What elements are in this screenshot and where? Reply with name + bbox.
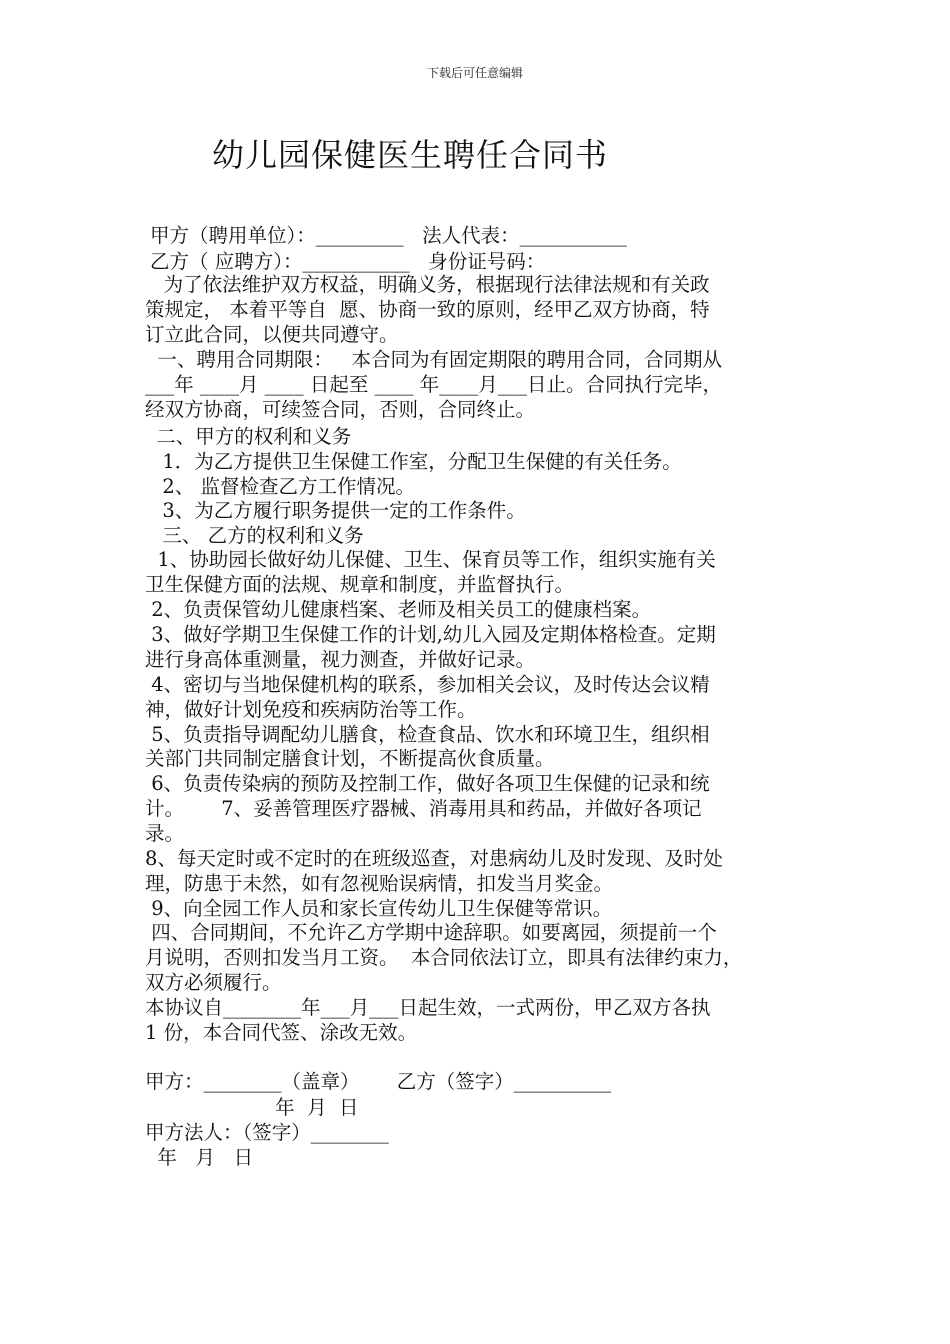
text-line: 乙方（ 应聘方）：___________ 身份证号码：: [150, 250, 546, 273]
text-line: 经双方协商，可续签合同，否则，合同终止。: [145, 398, 536, 421]
text-line: 3、为乙方履行职务提供一定的工作条件。: [150, 499, 526, 522]
text-line: 1、协助园长做好幼儿保健、卫生、保育员等工作，组织实施有关: [145, 548, 716, 571]
text-line: 1．为乙方提供卫生保健工作室，分配卫生保健的有关任务。: [150, 450, 682, 473]
text-line: 计。 7、妥善管理医疗器械、消毒用具和药品，并做好各项记: [145, 797, 702, 820]
text-line: 2、 监督检查乙方工作情况。: [150, 475, 416, 498]
text-line: 四、合同期间，不允许乙方学期中途辞职。如要离园，须提前一个: [145, 921, 717, 944]
text-line: 3、做好学期卫生保健工作的计划,幼儿入园及定期体格检查。定期: [145, 623, 716, 646]
text-line: 卫生保健方面的法规、规章和制度，并监督执行。: [145, 573, 575, 596]
document-title: 幼儿园保健医生聘任合同书: [212, 136, 609, 174]
text-line: 三、 乙方的权利和义务: [150, 524, 364, 547]
text-line: 8、每天定时或不定时的在班级巡查，对患病幼儿及时发现、及时处: [145, 847, 723, 870]
text-line: 4、密切与当地保健机构的联系，参加相关会议，及时传达会议精: [145, 673, 710, 696]
text-line: ___年 ____月 ____ 日起至 ____ 年____月___日止。合同执行完毕，: [145, 373, 722, 396]
date-line: 年 月 日: [145, 1096, 359, 1119]
header-note: 下载后可任意编辑: [426, 66, 523, 80]
text-line: 神，做好计划免疫和疾病防治等工作。: [145, 698, 477, 721]
text-line: 9、向全园工作人员和家长宣传幼儿卫生保健等常识。: [145, 897, 613, 920]
text-line: 策规定， 本着平等自 愿、协商一致的原则，经甲乙双方协商，特: [145, 298, 710, 321]
text-line: 理，防患于未然，如有忽视贻误病情，扣发当月奖金。: [145, 872, 614, 895]
date-line: 年 月 日: [145, 1146, 254, 1169]
text-line: 本协议自________年___月___日起生效，一式两份，甲乙双方各执: [145, 996, 711, 1019]
text-line: 6、负责传染病的预防及控制工作，做好各项卫生保健的记录和统: [145, 772, 710, 795]
text-line: 1 份，本合同代签、涂改无效。: [145, 1021, 418, 1044]
text-line: 2、负责保管幼儿健康档案、老师及相关员工的健康档案。: [145, 598, 652, 621]
text-line: 二、甲方的权利和义务: [150, 425, 352, 448]
text-line: 订立此合同，以便共同遵守。: [145, 323, 399, 346]
text-line: 双方必须履行。: [145, 971, 282, 994]
text-line: 录。: [145, 822, 185, 845]
text-line: 甲方（聘用单位）：_________ 法人代表：___________: [150, 224, 627, 247]
text-line: 进行身高体重测量，视力测查，并做好记录。: [145, 648, 536, 671]
text-line: 为了依法维护双方权益，明确义务，根据现行法律法规和有关政: [145, 273, 710, 296]
signature-line: 甲方法人：（签字）________: [145, 1121, 389, 1144]
text-line: 月说明，否则扣发当月工资。 本合同依法订立，即具有法律约束力，: [145, 946, 743, 969]
signature-line: 甲方：________（盖章） 乙方（签字）__________: [145, 1070, 612, 1093]
text-line: 一、聘用合同期限： 本合同为有固定期限的聘用合同，合同期从: [145, 348, 722, 371]
text-line: 关部门共同制定膳食计划，不断提高伙食质量。: [145, 747, 555, 770]
text-line: 5、负责指导调配幼儿膳食，检查食品、饮水和环境卫生，组织相: [145, 723, 710, 746]
